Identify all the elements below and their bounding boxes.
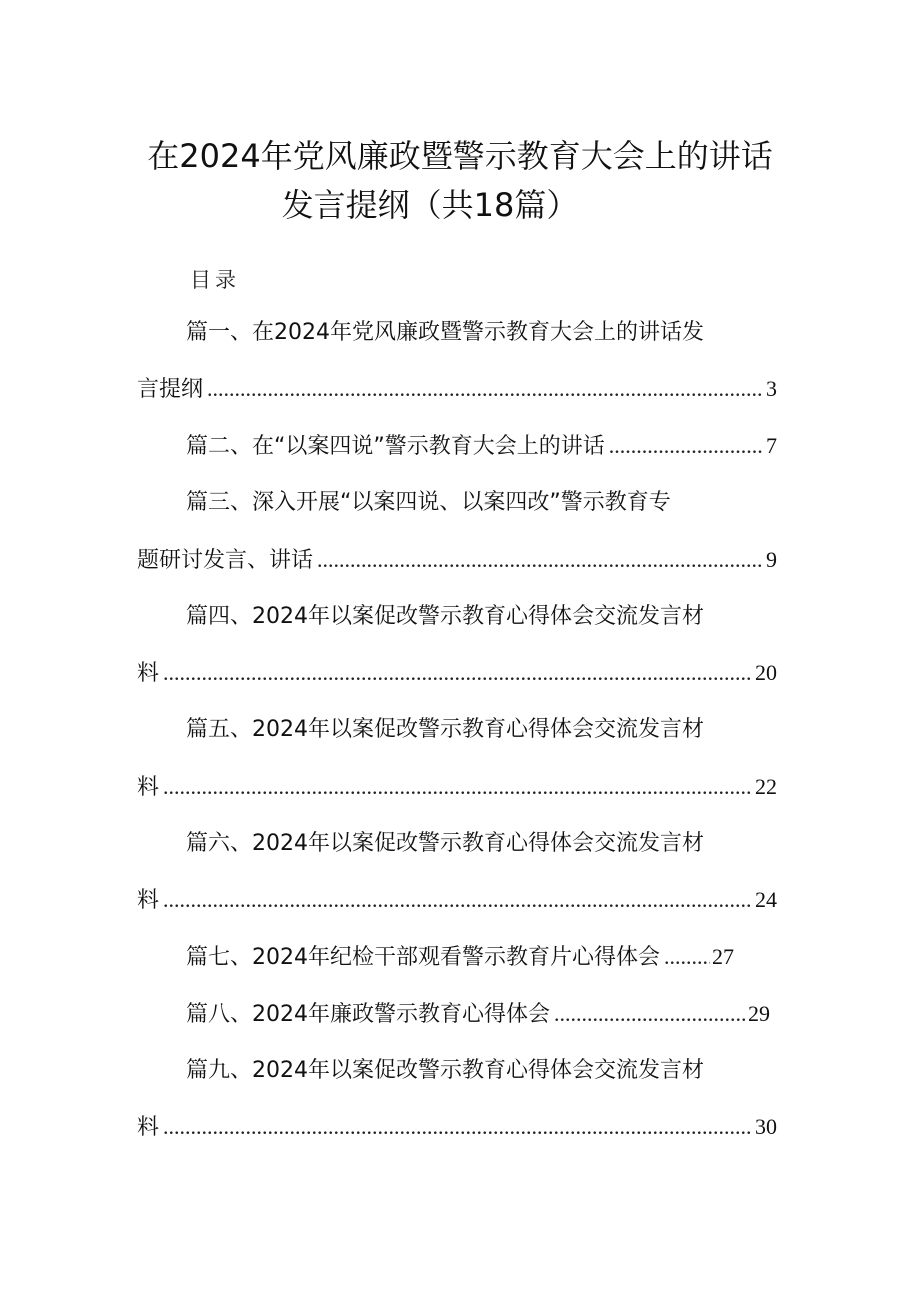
toc-entry-7-page: 27	[712, 944, 734, 969]
toc-entry-9-page: 30	[755, 1114, 777, 1139]
toc-entry-6-cont-text: 料	[137, 888, 160, 913]
toc-entry-4-text: 篇四、2024年以案促改警示教育心得体会交流发言材	[186, 604, 704, 629]
toc-entry-7-text: 篇七、2024年纪检干部观看警示教育片心得体会	[186, 945, 660, 970]
toc-entry-4-page: 20	[755, 660, 777, 685]
toc-entry-6-text: 篇六、2024年以案促改警示教育心得体会交流发言材	[186, 831, 704, 856]
toc-entry-3-page: 9	[766, 547, 777, 572]
toc-leader-dots	[664, 942, 710, 972]
toc-entry-4-cont-text: 料	[137, 661, 160, 686]
toc-entry-5-continuation[interactable]	[137, 772, 777, 803]
toc-entry-1-cont-text: 言提纲	[137, 377, 204, 402]
toc-entry-5-text: 篇五、2024年以案促改警示教育心得体会交流发言材	[186, 717, 704, 742]
toc-entry-4-continuation[interactable]	[137, 658, 777, 689]
toc-entry-9-cont-text: 料	[137, 1115, 160, 1140]
toc-entry-8[interactable]	[186, 999, 770, 1030]
toc-entry-3-text: 篇三、深入开展“以案四说、以案四改”警示教育专	[186, 490, 671, 515]
toc-entry-3-continuation[interactable]	[137, 545, 777, 576]
toc-leader-dots	[163, 772, 753, 802]
document-title-line2: 发言提纲（共18篇）	[281, 186, 579, 224]
toc-leader-dots	[163, 1112, 753, 1142]
toc-leader-dots	[163, 885, 753, 915]
toc-entry-9-text: 篇九、2024年以案促改警示教育心得体会交流发言材	[186, 1058, 704, 1083]
toc-entry-7[interactable]	[186, 942, 734, 973]
toc-heading: 目录	[190, 268, 240, 292]
toc-entry-8-text: 篇八、2024年廉政警示教育心得体会	[186, 1002, 550, 1027]
toc-entry-1-continuation[interactable]	[137, 374, 777, 405]
document-title-line1: 在2024年党风廉政暨警示教育大会上的讲话	[147, 137, 773, 175]
toc-entry-2-page: 7	[766, 433, 777, 458]
toc-leader-dots	[554, 999, 746, 1029]
toc-entry-1-text: 篇一、在2024年党风廉政暨警示教育大会上的讲话发	[186, 320, 704, 345]
toc-entry-6-continuation[interactable]	[137, 885, 777, 916]
toc-leader-dots	[207, 374, 764, 404]
toc-entry-5-page: 22	[755, 774, 777, 799]
toc-entry-2-text: 篇二、在“以案四说”警示教育大会上的讲话	[186, 434, 605, 459]
toc-leader-dots	[317, 545, 764, 575]
toc-entry-6-page: 24	[755, 887, 777, 912]
toc-entry-1-page: 3	[766, 376, 777, 401]
toc-entry-5-cont-text: 料	[137, 775, 160, 800]
toc-entry-3-cont-text: 题研讨发言、讲话	[137, 548, 314, 573]
toc-entry-8-page: 29	[748, 1001, 770, 1026]
toc-leader-dots	[163, 658, 753, 688]
toc-leader-dots	[609, 431, 764, 461]
toc-entry-2[interactable]	[186, 431, 777, 462]
toc-entry-9-continuation[interactable]	[137, 1112, 777, 1143]
